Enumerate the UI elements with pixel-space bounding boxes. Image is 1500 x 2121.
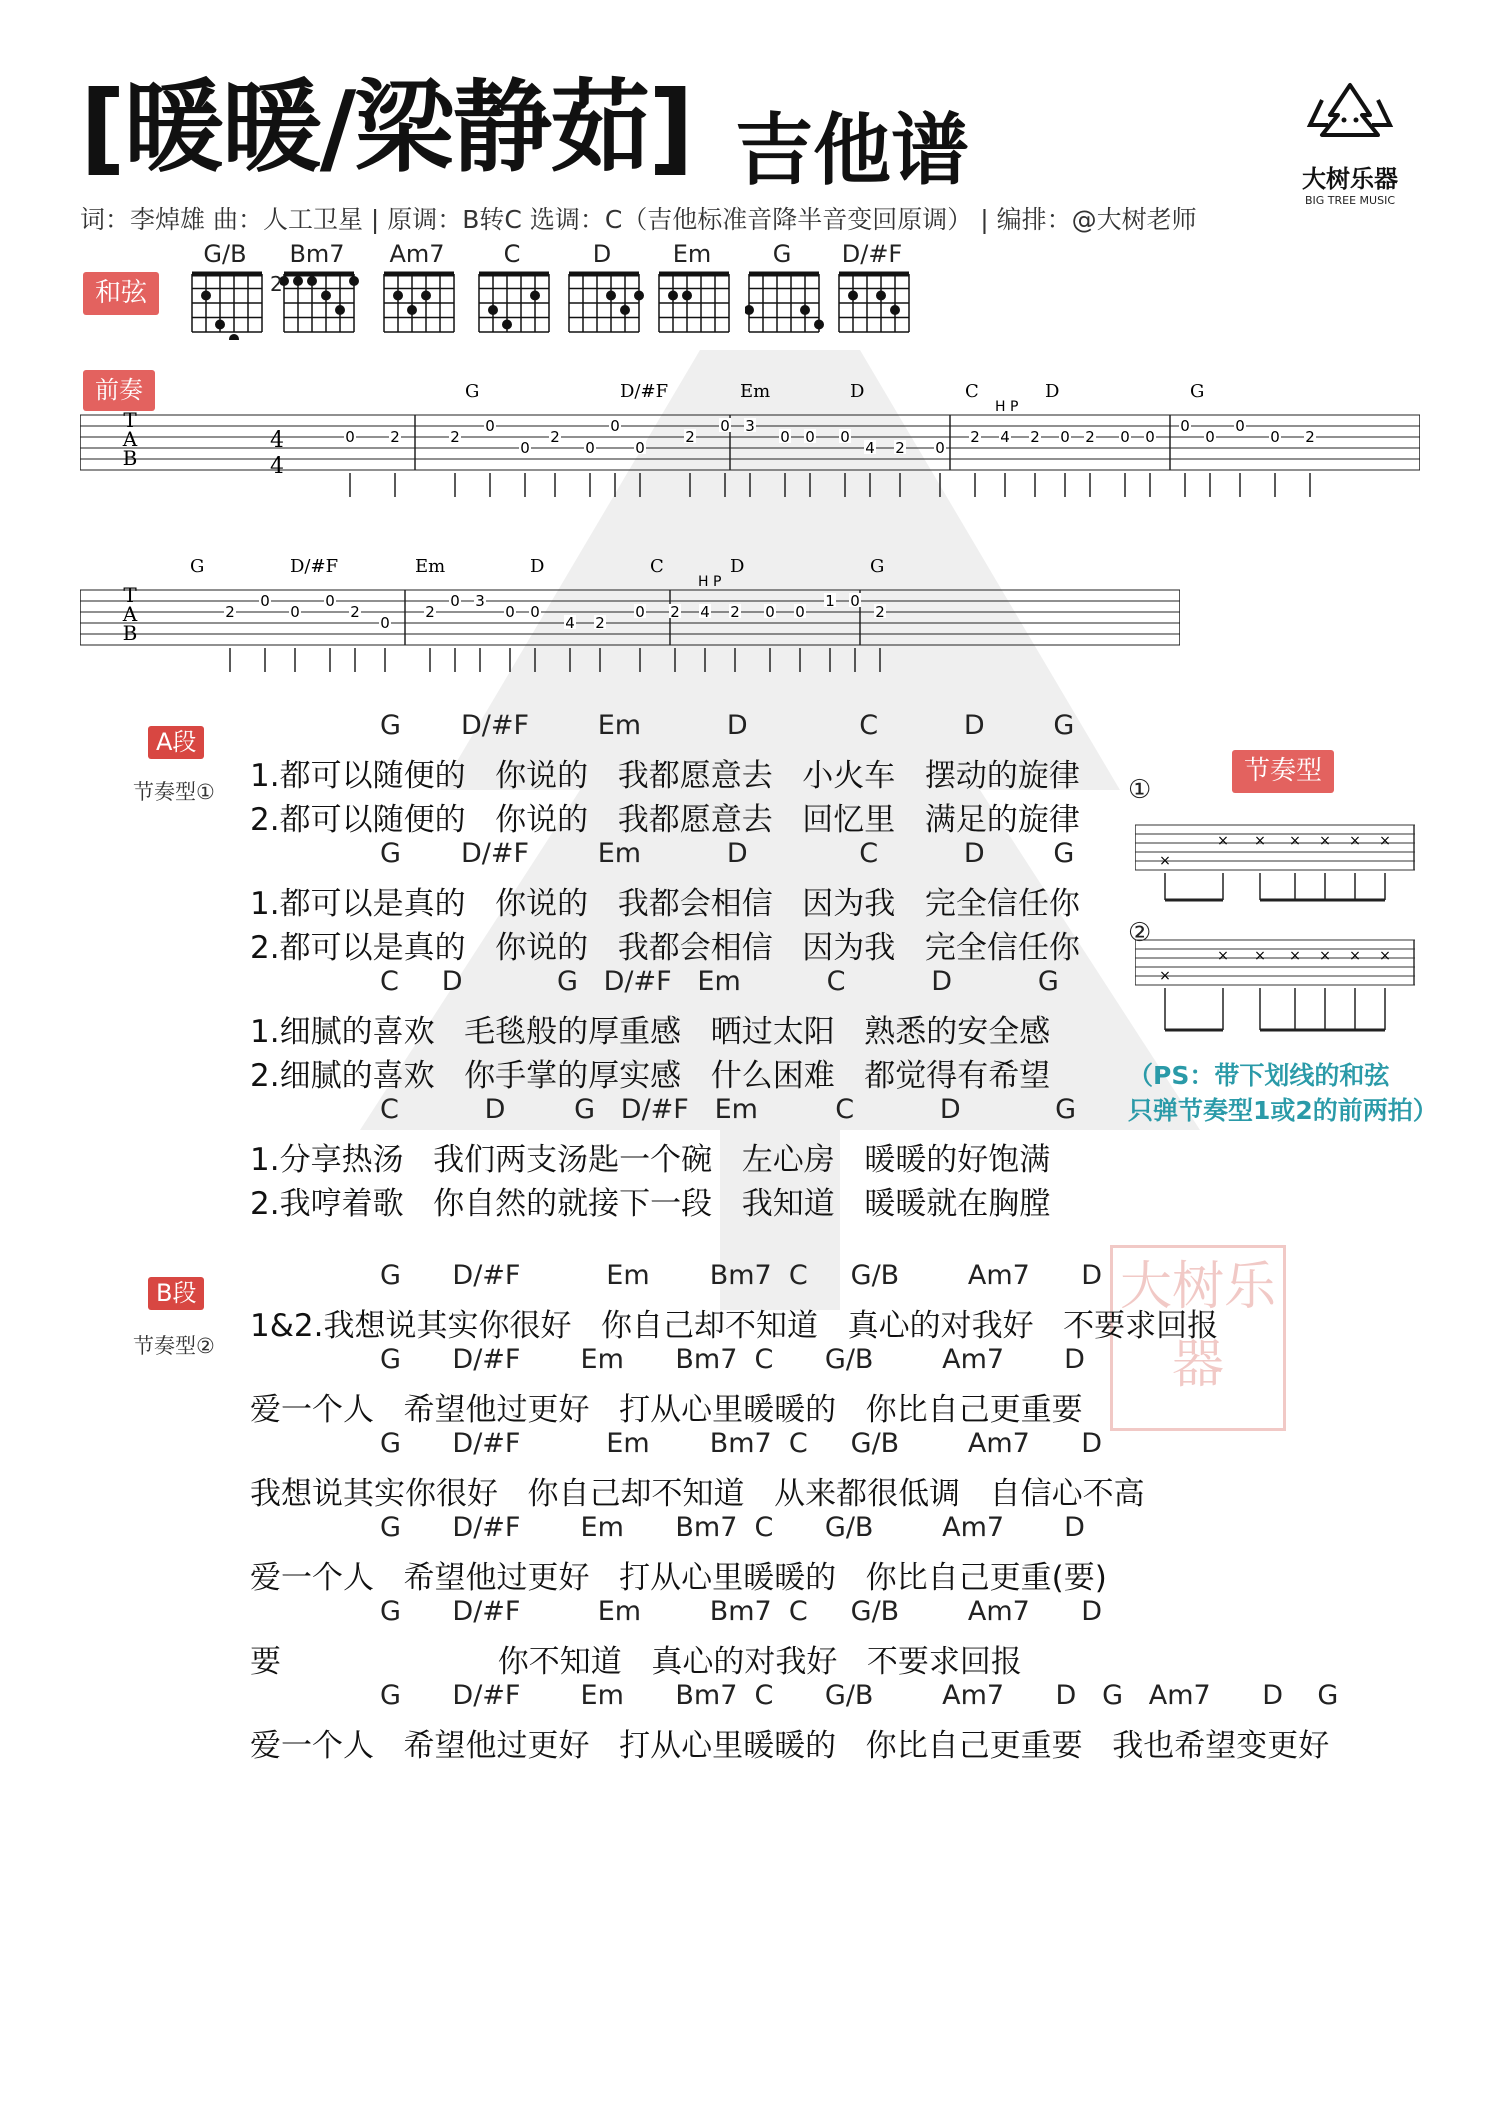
time-sig-bottom: 4 (270, 454, 284, 479)
logo-name-cn: 大树乐器 (1302, 165, 1398, 193)
tab-chord: C (965, 381, 979, 402)
lyric-line: 要 你不知道 真心的对我好 不要求回报 (250, 1644, 1022, 1680)
tab-chord: G (190, 556, 205, 577)
chord-line: G D/#F Em D C D G (380, 710, 1075, 741)
tab-note: 0 (1235, 417, 1245, 435)
tab-chord: Em (740, 381, 771, 402)
tab-note: 3 (475, 592, 485, 610)
tab-note: 0 (635, 603, 645, 621)
tab-chord: Em (415, 556, 446, 577)
tab-note: 2 (970, 428, 980, 446)
rhythm-x-mark: × (1319, 833, 1331, 849)
tab-note: 2 (350, 603, 360, 621)
section-a-tag: A段 (148, 726, 204, 759)
tab-note: 0 (635, 439, 645, 457)
chord-line: G D/#F Em Bm7 C G/B Am7 D (380, 1344, 1085, 1375)
lyric-line: 1.都可以是真的 你说的 我都会相信 因为我 完全信任你 (250, 886, 1080, 922)
rhythm-x-mark: × (1289, 948, 1301, 964)
chord-line: G D/#F Em Bm7 C G/B Am7 D G Am7 D G (380, 1680, 1339, 1711)
seal-stamp: 大树乐器 (1110, 1245, 1286, 1431)
ps-note (1128, 1058, 1438, 1128)
tab-note: 0 (325, 592, 335, 610)
tab-note: 4 (865, 439, 875, 457)
rhythm-type-2-marker: ② (1128, 918, 1152, 948)
hammer-pull-label: H P (698, 574, 722, 590)
tab-clef-letter: A (122, 427, 138, 451)
tab-note: 3 (745, 417, 755, 435)
chord-line: G D/#F Em Bm7 C G/B Am7 D (380, 1596, 1103, 1627)
chord-name: Am7 (389, 240, 445, 268)
intro-tab-row-1 (80, 375, 1420, 535)
tab-note: 0 (1205, 428, 1215, 446)
tab-note: 0 (765, 603, 775, 621)
rhythm-tag: 节奏型 (1232, 750, 1334, 793)
tab-clef-letter: A (122, 602, 138, 626)
tab-note: 0 (345, 428, 355, 446)
tab-note: 4 (700, 603, 710, 621)
lyric-line: 2.细腻的喜欢 你手掌的厚实感 什么困难 都觉得有希望 (250, 1058, 1051, 1094)
chord-line: G D/#F Em Bm7 C G/B Am7 D (380, 1260, 1103, 1291)
tab-note: 0 (520, 439, 530, 457)
lyric-line: 1.分享热汤 我们两支汤匙一个碗 左心房 暖暖的好饱满 (250, 1142, 1051, 1178)
tree-logo-icon (1300, 80, 1400, 155)
lyric-line: 1.细腻的喜欢 毛毯般的厚重感 晒过太阳 熟悉的安全感 (250, 1014, 1051, 1050)
tab-note: 2 (875, 603, 885, 621)
rhythm-x-mark: × (1254, 948, 1266, 964)
chords-tag: 和弦 (83, 272, 159, 315)
section-b-tag: B段 (148, 1277, 204, 1310)
rhythm-x-mark: × (1159, 968, 1171, 984)
tab-chord: D (1045, 381, 1060, 402)
tab-note: 0 (720, 417, 730, 435)
tab-note: 0 (485, 417, 495, 435)
ps-line-2: 只弹节奏型1或2的前两拍） (1128, 1096, 1438, 1125)
chord-name: G (772, 240, 792, 268)
tab-note: 2 (425, 603, 435, 621)
tab-note: 2 (1305, 428, 1315, 446)
tab-note: 0 (840, 428, 850, 446)
tab-note: 2 (670, 603, 680, 621)
tab-note: 1 (825, 592, 835, 610)
tab-chord: G (1190, 381, 1205, 402)
tab-note: 0 (450, 592, 460, 610)
chord-name: Bm7 (289, 240, 345, 268)
bm7-fret-number: 2 (270, 272, 283, 296)
lyric-line: 1.都可以随便的 你说的 我都愿意去 小火车 摆动的旋律 (250, 758, 1080, 794)
chord-name: C (503, 240, 521, 268)
tab-note: 0 (1060, 428, 1070, 446)
tab-chord: D/#F (620, 381, 669, 402)
tab-note: 2 (1085, 428, 1095, 446)
song-info: 词：李焯雄 曲：人工卫星 | 原调：B转C 选调：C（吉他标准音降半音变回原调） | 编排：@大树老师 (80, 205, 1197, 234)
lyric-line: 2.我哼着歌 你自然的就接下一段 我知道 暖暖就在胸膛 (250, 1186, 1051, 1222)
tab-note: 2 (895, 439, 905, 457)
tab-chord: D (730, 556, 745, 577)
tab-note: 2 (730, 603, 740, 621)
rhythm-x-mark: × (1349, 948, 1361, 964)
section-b-rhythm-type: 节奏型② (133, 1334, 215, 1358)
page-title: [暖暖/梁静茹] (80, 69, 692, 186)
rhythm-type-1-marker: ① (1128, 775, 1152, 805)
tab-clef-letter: T (123, 408, 137, 432)
chord-name: Em (672, 240, 712, 268)
rhythm-x-mark: × (1217, 948, 1229, 964)
tab-note: 2 (225, 603, 235, 621)
tab-note: 0 (1120, 428, 1130, 446)
rhythm-pattern-2 (1135, 930, 1415, 1040)
lyric-line: 爱一个人 希望他过更好 打从心里暖暖的 你比自己更重要 我也希望变更好 (250, 1728, 1330, 1764)
chord-name: D/#F (841, 240, 903, 268)
tab-note: 0 (795, 603, 805, 621)
lyric-line: 爱一个人 希望他过更好 打从心里暖暖的 你比自己更重要 (250, 1392, 1083, 1428)
tab-note: 0 (530, 603, 540, 621)
intro-tag: 前奏 (83, 370, 155, 411)
rhythm-x-mark: × (1349, 833, 1361, 849)
tab-note: 2 (550, 428, 560, 446)
tab-note: 0 (610, 417, 620, 435)
tab-chord: G (870, 556, 885, 577)
ps-line-1: （PS：带下划线的和弦 (1128, 1061, 1390, 1090)
tab-note: 4 (1000, 428, 1010, 446)
chord-line: G D/#F Em Bm7 C G/B Am7 D (380, 1428, 1103, 1459)
tab-note: 2 (450, 428, 460, 446)
chord-name: G/B (203, 240, 247, 268)
brand-logo (1290, 80, 1410, 207)
tab-chord: D (530, 556, 545, 577)
tab-note: 2 (1030, 428, 1040, 446)
tab-note: 0 (780, 428, 790, 446)
page-subtitle: 吉他谱 (735, 106, 970, 196)
time-sig-top: 4 (270, 428, 284, 453)
rhythm-x-mark: × (1289, 833, 1301, 849)
tab-note: 2 (685, 428, 695, 446)
rhythm-x-mark: × (1319, 948, 1331, 964)
lyric-line: 爱一个人 希望他过更好 打从心里暖暖的 你比自己更重(要) (250, 1560, 1107, 1596)
rhythm-x-mark: × (1379, 833, 1391, 849)
tab-note: 0 (805, 428, 815, 446)
chord-grid-icon (188, 270, 272, 340)
chord-name: D (592, 240, 612, 268)
lyric-line: 2.都可以是真的 你说的 我都会相信 因为我 完全信任你 (250, 930, 1080, 966)
tab-note: 0 (290, 603, 300, 621)
chord-line: G D/#F Em Bm7 C G/B Am7 D (380, 1512, 1085, 1543)
rhythm-pattern-1 (1135, 815, 1415, 905)
tab-note: 0 (1180, 417, 1190, 435)
intro-tab-row-2 (80, 550, 1180, 710)
lyric-line: 1&2.我想说其实你很好 你自己却不知道 真心的对我好 不要求回报 (250, 1308, 1219, 1344)
tab-chord: D/#F (290, 556, 339, 577)
tab-note: 2 (390, 428, 400, 446)
tab-clef-letter: B (122, 446, 138, 470)
rhythm-x-mark: × (1159, 853, 1171, 869)
tab-note: 0 (935, 439, 945, 457)
chord-line: C D G D/#F Em C D G (380, 1094, 1076, 1125)
lyric-line: 2.都可以随便的 你说的 我都愿意去 回忆里 满足的旋律 (250, 802, 1080, 838)
tab-note: 2 (595, 614, 605, 632)
tab-note: 0 (585, 439, 595, 457)
tab-note: 0 (1270, 428, 1280, 446)
tab-note: 0 (260, 592, 270, 610)
chord-line: G D/#F Em D C D G (380, 838, 1075, 869)
tab-note: 0 (380, 614, 390, 632)
chord-line: C D G D/#F Em C D G (380, 966, 1059, 997)
tab-note: 0 (850, 592, 860, 610)
tab-chord: G (465, 381, 480, 402)
rhythm-x-mark: × (1217, 833, 1229, 849)
lyric-line: 我想说其实你很好 你自己却不知道 从来都很低调 自信心不高 (250, 1476, 1145, 1512)
rhythm-x-mark: × (1379, 948, 1391, 964)
rhythm-x-mark: × (1254, 833, 1266, 849)
tab-chord: D (850, 381, 865, 402)
section-a-rhythm-type: 节奏型① (133, 780, 215, 804)
tab-clef-letter: T (123, 583, 137, 607)
hammer-pull-label: H P (995, 399, 1019, 415)
tab-chord: C (650, 556, 664, 577)
tab-clef-letter: B (122, 621, 138, 645)
tab-note: 0 (1145, 428, 1155, 446)
tab-note: 0 (505, 603, 515, 621)
tab-note: 4 (565, 614, 575, 632)
logo-name-en: BIG TREE MUSIC (1304, 194, 1396, 207)
